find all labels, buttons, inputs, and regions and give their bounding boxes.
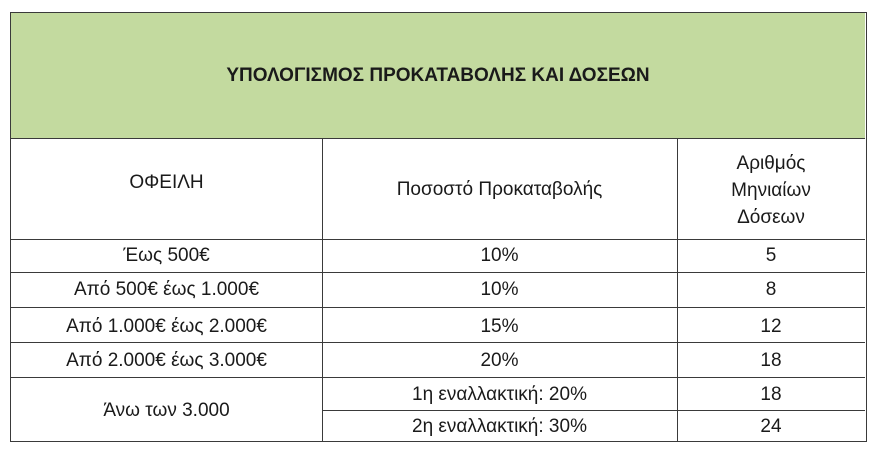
row-5-debt: Άνω των 3.000 xyxy=(103,399,230,421)
row-1-down-payment: 10% xyxy=(480,244,519,266)
grid-line xyxy=(322,139,323,441)
row-5a-down-payment: 1η εναλλακτική: 20% xyxy=(412,384,587,405)
grid-line xyxy=(11,377,865,378)
row-5b-installments: 24 xyxy=(760,415,782,437)
grid-line xyxy=(11,272,865,273)
header-installments: Αριθμός Μηνιαίων Δόσεων xyxy=(731,152,811,228)
grid-line xyxy=(11,239,865,240)
row-3-installments: 12 xyxy=(760,315,782,337)
grid-line xyxy=(322,410,865,411)
table-title: ΥΠΟΛΟΓΙΣΜΟΣ ΠΡΟΚΑΤΑΒΟΛΗΣ ΚΑΙ ΔΟΣΕΩΝ xyxy=(11,13,865,139)
row-2-debt: Από 500€ έως 1.000€ xyxy=(73,278,260,300)
row-5a-installments: 18 xyxy=(760,384,782,405)
row-2-installments: 8 xyxy=(765,278,777,300)
grid-line xyxy=(677,139,678,441)
grid-line xyxy=(11,307,865,308)
header-down-payment: Ποσοστό Προκαταβολής xyxy=(396,178,603,200)
row-1-debt: Έως 500€ xyxy=(123,244,210,266)
row-1-installments: 5 xyxy=(765,244,777,266)
row-4-installments: 18 xyxy=(760,349,782,371)
installments-table xyxy=(10,12,867,442)
row-4-down-payment: 20% xyxy=(480,349,519,371)
row-3-debt: Από 1.000€ έως 2.000€ xyxy=(66,315,267,337)
row-5b-down-payment: 2η εναλλακτική: 30% xyxy=(412,415,587,437)
row-4-debt: Από 2.000€ έως 3.000€ xyxy=(66,349,267,371)
header-debt: ΟΦΕΙΛΗ xyxy=(129,172,204,193)
grid-line xyxy=(11,342,865,343)
row-2-down-payment: 10% xyxy=(480,278,519,300)
row-3-down-payment: 15% xyxy=(480,315,519,337)
